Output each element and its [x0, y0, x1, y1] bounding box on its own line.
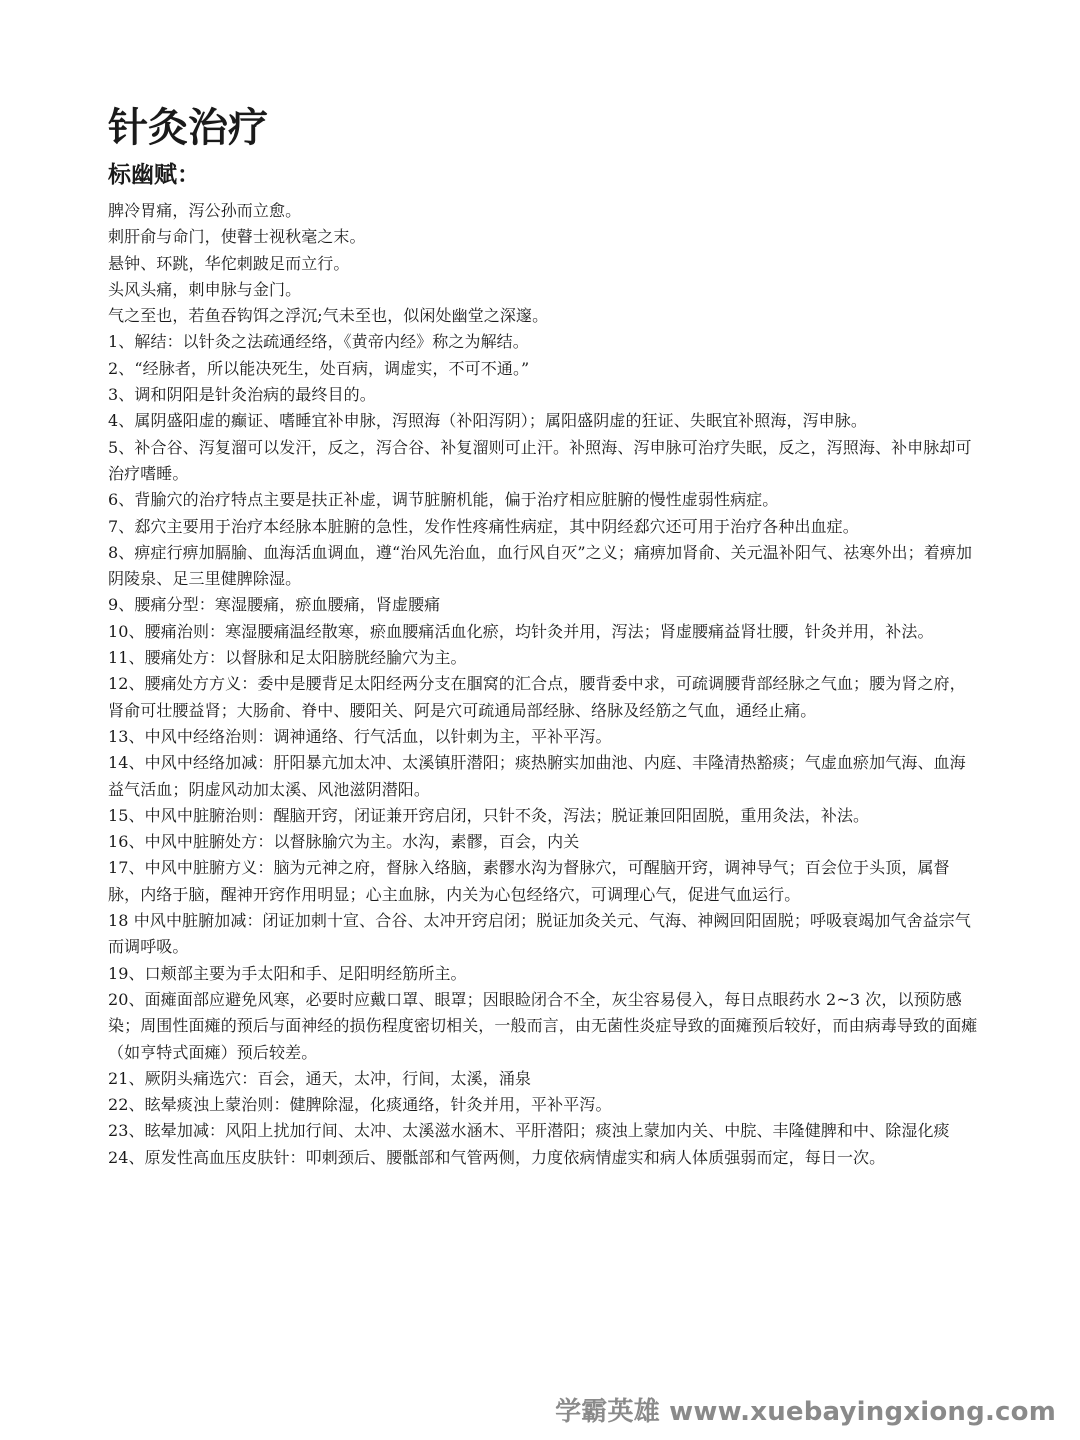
text-line: 6、背腧穴的治疗特点主要是扶正补虚，调节脏腑机能，偏于治疗相应脏腑的慢性虚弱性病症。	[108, 490, 779, 510]
text-line: 16、中风中脏腑处方：以督脉腧穴为主。水沟，素髎，百会，内关	[108, 832, 580, 852]
text-line: 10、腰痛治则：寒湿腰痛温经散寒，瘀血腰痛活血化瘀，均针灸并用，泻法；肾虚腰痛益肾壮腰，针灸并用，补法。	[108, 621, 934, 641]
text-line: 11、腰痛处方：以督脉和足太阳膀胱经腧穴为主。	[108, 648, 467, 668]
text-line: 23、眩晕加减：风阳上扰加行间、太冲、太溪滋水涵木、平肝潜阳；痰浊上蒙加内关、中脘、丰隆健脾和中、除湿化痰	[108, 1121, 950, 1141]
text-line: 5、补合谷、泻复溜可以发汗，反之，泻合谷、补复溜则可止汗。补照海、泻申脉可治疗失眠，反之，泻照海、补申脉却可治疗嗜睡。	[108, 437, 972, 483]
text-line: 头风头痛，刺申脉与金门。	[108, 279, 302, 299]
text-line: 气之至也，若鱼吞钩饵之浮沉;气未至也，似闲处幽堂之深邃。	[108, 306, 549, 326]
text-line: 22、眩晕痰浊上蒙治则：健脾除湿，化痰通络，针灸并用，平补平泻。	[108, 1095, 612, 1115]
text-line: 20、面瘫面部应避免风寒，必要时应戴口罩、眼罩；因眼睑闭合不全，灰尘容易侵入，每日点眼药水 2~3 次，以预防感染；周围性面瘫的预后与面神经的损伤程度密切相关，一般而言，由无菌性炎症导致的面瘫预后较好，而由病毒导致的面瘫（如亨特式面瘫）预后较差。	[108, 989, 978, 1062]
text-line: 24、原发性高血压皮肤针：叩刺颈后、腰骶部和气管两侧，力度依病情虚实和病人体质强弱而定，每日一次。	[108, 1147, 886, 1167]
text-line: 2、“经脉者，所以能决死生，处百病，调虚实，不可不通。”	[108, 358, 530, 378]
text-line: 悬钟、环跳，华佗刺跛足而立行。	[108, 253, 350, 273]
watermark: 学霸英雄 www.xuebayingxiong.com	[555, 1397, 1056, 1427]
text-line: 刺肝俞与命门，使瞽士视秋毫之末。	[108, 227, 366, 247]
text-line: 12、腰痛处方方义：委中是腰背足太阳经两分支在腘窝的汇合点，腰背委中求，可疏调腰背部经脉之气血；腰为肾之府，肾俞可壮腰益肾；大肠俞、脊中、腰阳关、阿是穴可疏通局部经脉、络脉及经筋之气血，通经止痛。	[108, 674, 966, 720]
text-line: 1、解结：以针灸之法疏通经络，《黄帝内经》称之为解结。	[108, 332, 529, 352]
text-line: 8、痹症行痹加膈腧、血海活血调血，遵“治风先治血，血行风自灭”之义；痛痹加肾俞、关元温补阳气、祛寒外出；着痹加阴陵泉、足三里健脾除湿。	[108, 542, 973, 589]
text-line: 17、中风中脏腑方义：脑为元神之府，督脉入络脑，素髎水沟为督脉穴，可醒脑开窍，调神导气；百会位于头顶，属督脉，内络于脑，醒神开窍作用明显；心主血脉，内关为心包经络穴，可调理心气，促进气血运行。	[108, 858, 950, 904]
body-text	[108, 198, 980, 1171]
text-line: 4、属阴盛阳虚的癫证、嗜睡宜补申脉，泻照海（补阳泻阴）；属阳盛阴虚的狂证、失眠宜补照海，泻申脉。	[108, 411, 867, 431]
text-line: 14、中风中经络加减：肝阳暴亢加太冲、太溪镇肝潜阳；痰热腑实加曲池、内庭、丰隆清热豁痰；气虚血瘀加气海、血海益气活血；阴虚风动加太溪、风池滋阴潜阳。	[108, 753, 966, 799]
text-line: 9、腰痛分型：寒湿腰痛，瘀血腰痛，肾虚腰痛	[108, 595, 441, 615]
text-line: 21、厥阴头痛选穴：百会，通天，太冲，行间，太溪，涌泉	[108, 1068, 532, 1088]
text-line: 19、口颊部主要为手太阳和手、足阳明经筋所主。	[108, 963, 467, 983]
text-line: 13、中风中经络治则：调神通络、行气活血，以针刺为主，平补平泻。	[108, 726, 612, 746]
page-title: 针灸治疗	[108, 105, 268, 151]
text-line: 脾冷胃痛，泻公孙而立愈。	[108, 201, 302, 220]
text-line: 7、郄穴主要用于治疗本经脉本脏腑的急性，发作性疼痛性病症，其中阴经郄穴还可用于治疗各种出血症。	[108, 516, 859, 536]
text-line: 18 中风中脏腑加减：闭证加刺十宣、合谷、太冲开窍启闭；脱证加灸关元、气海、神阙回阳固脱；呼吸衰竭加气舍益宗气而调呼吸。	[108, 911, 971, 957]
text-line: 3、调和阴阳是针灸治病的最终目的。	[108, 385, 376, 405]
document-page	[108, 100, 980, 1171]
section-heading: 标幽赋：	[108, 162, 200, 188]
text-line: 15、中风中脏腑治则：醒脑开窍，闭证兼开窍启闭，只针不灸，泻法；脱证兼回阳固脱，重用灸法，补法。	[108, 805, 870, 825]
